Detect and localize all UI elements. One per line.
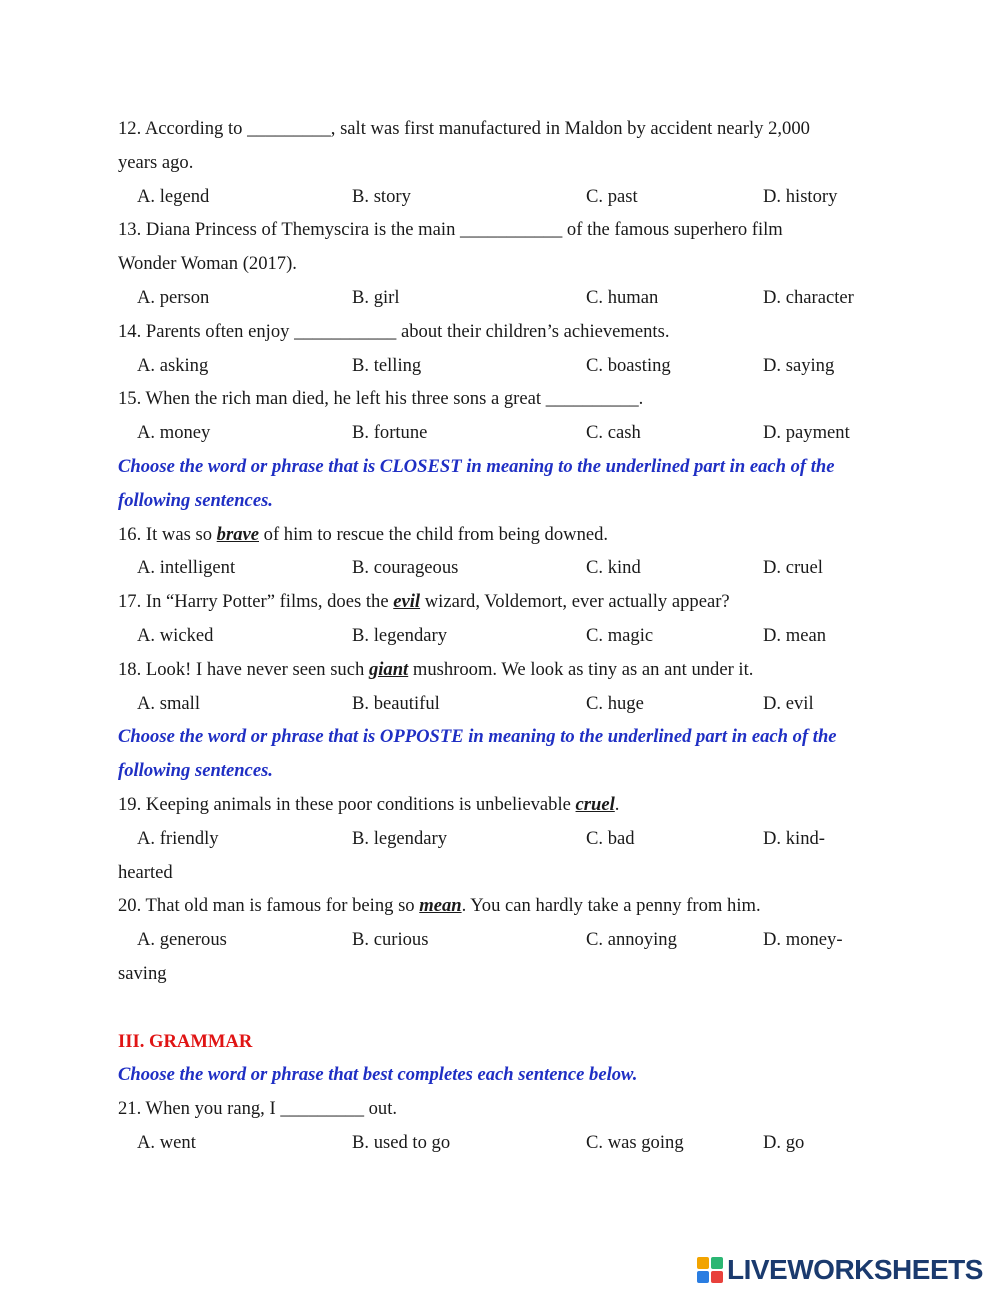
q14-options [118,349,888,383]
q20-keyword: mean [419,895,462,917]
q18-stem-pre: 18. Look! I have never seen such [118,658,369,680]
q13-options [118,281,888,315]
q20-option-b[interactable]: B. curious [352,929,429,951]
q18-stem-post: mushroom. We look as tiny as an ant under it. [408,658,754,680]
q17-stem-post: wizard, Voldemort, ever actually appear? [420,591,730,613]
q16-option-b[interactable]: B. courageous [352,557,459,579]
q15-option-b[interactable]: B. fortune [352,422,428,444]
q20-option-d[interactable]: D. money- [763,929,843,951]
q19-stem-pre: 19. Keeping animals in these poor conditions is unbelievable [118,793,576,815]
q15-option-c[interactable]: C. cash [586,422,641,444]
q21-option-c[interactable]: C. was going [586,1131,684,1153]
q12-option-c[interactable]: C. past [586,185,638,207]
logo-square-1 [697,1257,709,1269]
q14-option-b[interactable]: B. telling [352,354,422,376]
q12-option-b[interactable]: B. story [352,185,411,207]
q20-option-a[interactable]: A. generous [137,929,227,951]
q14-stem: 14. Parents often enjoy ___________ about their children’s achievements. [118,320,670,342]
section-heading-grammar: III. GRAMMAR [118,1030,253,1052]
q16-options [118,551,888,585]
q19-option-b[interactable]: B. legendary [352,827,448,849]
q21-stem: 21. When you rang, I _________ out. [118,1098,398,1120]
q20-options [118,923,888,957]
logo-square-2 [711,1257,723,1269]
q12-stem: 12. According to _________, salt was first manufactured in Maldon by accident nearly 2,000 [118,118,810,139]
q12-option-d[interactable]: D. history [763,185,838,207]
q17-option-d[interactable]: D. mean [763,624,826,646]
q17-option-a[interactable]: A. wicked [137,624,214,646]
q14-option-c[interactable]: C. boasting [586,354,671,376]
q16-option-a[interactable]: A. intelligent [137,557,236,579]
q13-option-d[interactable]: D. character [763,286,854,308]
q17-option-c[interactable]: C. magic [586,624,654,646]
q17-option-b[interactable]: B. legendary [352,624,448,646]
q13-option-a[interactable]: A. person [137,286,210,308]
q15-option-a[interactable]: A. money [137,422,211,444]
q17-keyword: evil [393,591,421,613]
liveworksheets-logo-text: LIVEWORKSHEETS [727,1254,983,1285]
q15-stem: 15. When the rich man died, he left his three sons a great __________. [118,388,644,410]
q12-options [118,180,888,214]
q19-option-d[interactable]: D. kind- [763,827,825,849]
q16-stem-pre: 16. It was so [118,523,217,545]
q21-options [118,1126,888,1160]
instruction-opposite-cont: following sentences. [118,760,273,782]
liveworksheets-logo-icon [697,1257,723,1283]
q12-option-a[interactable]: A. legend [137,185,210,207]
q20-stem [118,889,888,923]
instruction-grammar: Choose the word or phrase that best completes each sentence below. [118,1064,638,1086]
q16-option-d[interactable]: D. cruel [763,557,823,579]
q21-option-b[interactable]: B. used to go [352,1131,451,1153]
q16-stem-post: of him to rescue the child from being downed. [259,523,609,545]
q18-stem [118,653,888,687]
q19-option-c[interactable]: C. bad [586,827,635,849]
q12-stem-cont: years ago. [118,151,194,173]
q20-option-d-cont: saving [118,962,167,984]
q19-stem-post: . [614,793,620,815]
q18-option-c[interactable]: C. huge [586,692,644,714]
q17-stem [118,585,888,619]
liveworksheets-logo[interactable] [697,1255,983,1285]
logo-square-4 [711,1271,723,1283]
q18-keyword: giant [368,658,409,680]
q19-option-a[interactable]: A. friendly [137,827,219,849]
q18-option-a[interactable]: A. small [137,692,201,714]
instruction-opposite: Choose the word or phrase that is OPPOSTE in meaning to the underlined part in each of the [118,726,837,748]
q19-options [118,822,888,856]
q16-option-c[interactable]: C. kind [586,557,641,579]
q21-option-d[interactable]: D. go [763,1131,805,1153]
q13-stem: 13. Diana Princess of Themyscira is the main ___________ of the famous superhero film [118,219,783,241]
q21-option-a[interactable]: A. went [137,1131,196,1153]
q14-option-d[interactable]: D. saying [763,354,835,376]
q17-options [118,619,888,653]
q20-stem-post: . You can hardly take a penny from him. [461,895,761,917]
spacer [118,991,888,1025]
q19-stem [118,788,888,822]
logo-square-3 [697,1271,709,1283]
q18-option-b[interactable]: B. beautiful [352,692,440,714]
q13-option-c[interactable]: C. human [586,286,659,308]
q13-stem-cont: Wonder Woman (2017). [118,253,297,275]
q20-option-c[interactable]: C. annoying [586,929,677,951]
q13-option-b[interactable]: B. girl [352,286,400,308]
q20-stem-pre: 20. That old man is famous for being so [118,895,420,917]
q16-keyword: brave [216,523,259,545]
instruction-closest-cont: following sentences. [118,489,273,511]
q19-option-d-cont: hearted [118,861,173,883]
q15-options [118,416,888,450]
instruction-closest: Choose the word or phrase that is CLOSEST in meaning to the underlined part in each of the [118,455,835,477]
q19-keyword: cruel [575,793,615,815]
q18-options [118,687,888,721]
q14-option-a[interactable]: A. asking [137,354,209,376]
q16-stem [118,518,888,552]
q18-option-d[interactable]: D. evil [763,692,814,714]
q17-stem-pre: 17. In “Harry Potter” films, does the [118,591,394,613]
q15-option-d[interactable]: D. payment [763,422,850,444]
worksheet-page [118,112,888,1160]
